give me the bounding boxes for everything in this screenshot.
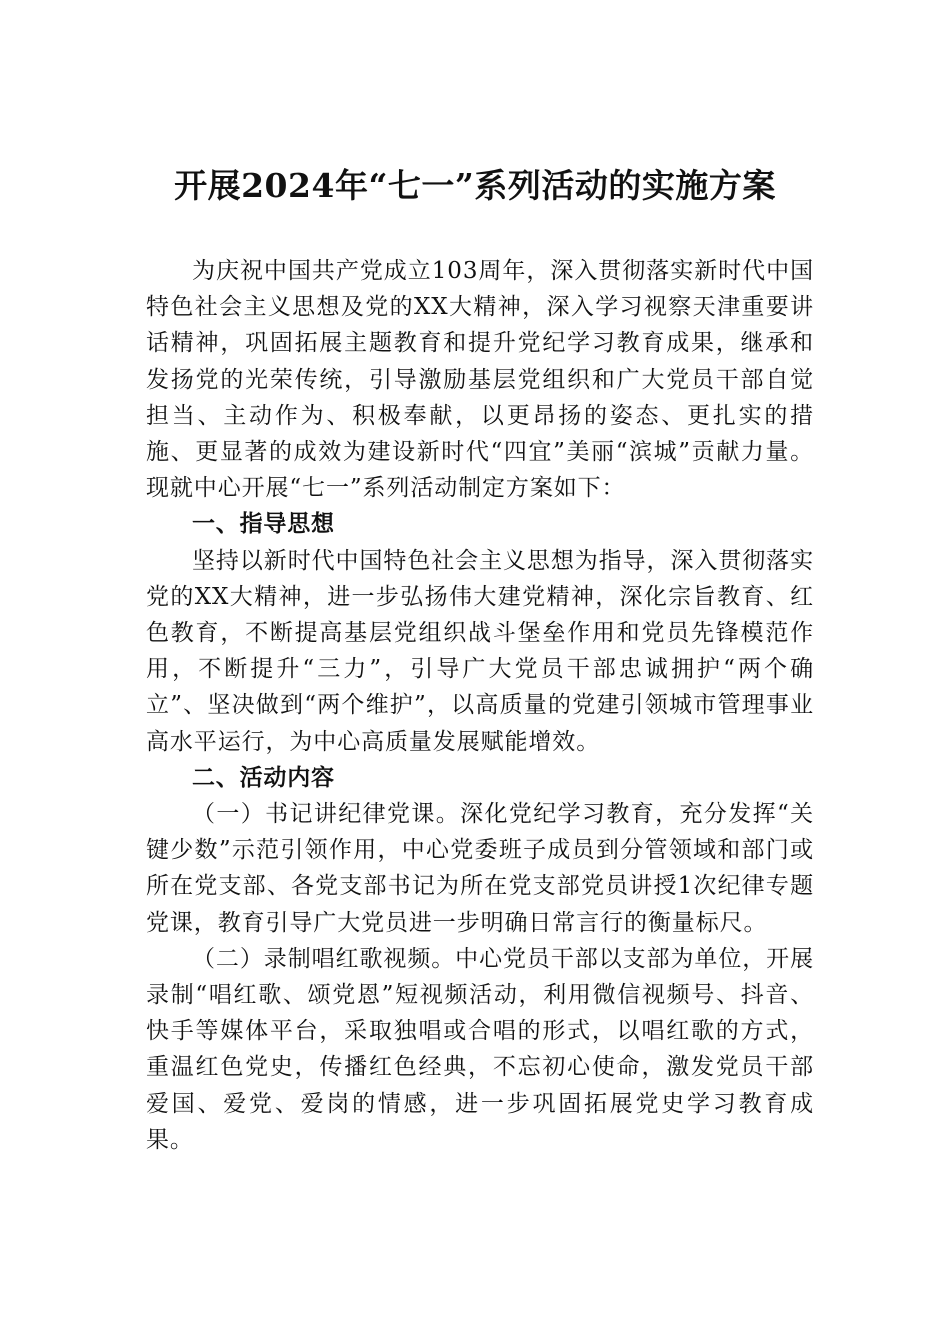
document-title: 开展2024年“七一”系列活动的实施方案 xyxy=(174,166,776,205)
guiding-ideology-paragraph: 坚持以新时代中国特色社会主义思想为指导，深入贯彻落实党的XX大精神，进一步弘扬伟大建党精神，深化宗旨教育、红色教育，不断提高基层党组织战斗堡垒作用和党员先锋模范作用，不断提升“三力”，引导广大党员干部忠诚拥护“两个确立”、坚决做到“两个维护”，以高质量的党建引领城市管理事业高水平运行，为中心高质量发展赋能增效。 xyxy=(146,547,814,755)
document-body xyxy=(146,253,814,1158)
section-heading-activity-content: 二、活动内容 xyxy=(192,764,335,791)
activity-item-1-paragraph: （一）书记讲纪律党课。深化党纪学习教育，充分发挥“关键少数”示范引领作用，中心党委班子成员到分管领域和部门或所在党支部、各党支部书记为所在党支部党员讲授1次纪律专题党课，教育引导广大党员进一步明确日常言行的衡量标尺。 xyxy=(146,801,814,936)
intro-paragraph: 为庆祝中国共产党成立103周年，深入贯彻落实新时代中国特色社会主义思想及党的XX大精神，深入学习视察天津重要讲话精神，巩固拓展主题教育和提升党纪学习教育成果，继承和发扬党的光荣传统，引导激励基层党组织和广大党员干部自觉担当、主动作为、积极奉献，以更昂扬的姿态、更扎实的措施、更显著的成效为建设新时代“四宜”美丽“滨城”贡献力量。现就中心开展“七一”系列活动制定方案如下： xyxy=(146,258,814,502)
section-heading-guiding-ideology: 一、指导思想 xyxy=(192,511,335,538)
activity-item-2-paragraph: （二）录制唱红歌视频。中心党员干部以支部为单位，开展录制“唱红歌、颂党恩”短视频活动，利用微信视频号、抖音、快手等媒体平台，采取独唱或合唱的形式，以唱红歌的方式，重温红色党史，传播红色经典，不忘初心使命，激发党员干部爱国、爱党、爱岗的情感，进一步巩固拓展党史学习教育成果。 xyxy=(146,945,814,1153)
